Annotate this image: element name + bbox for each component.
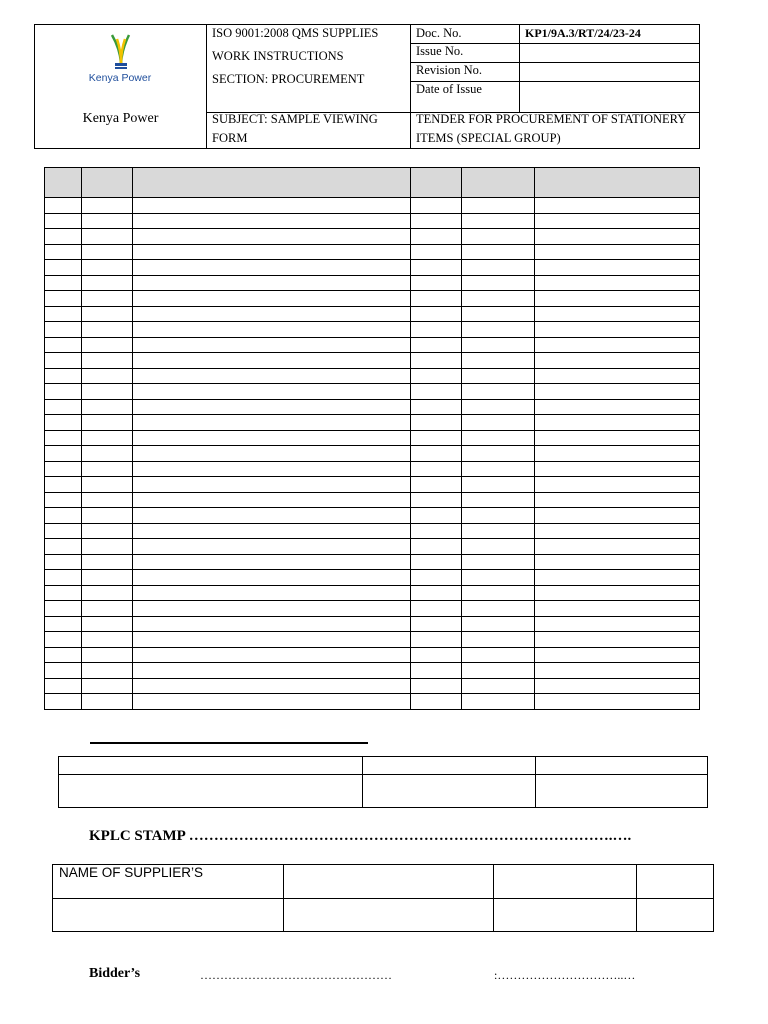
table-cell[interactable] <box>132 554 411 570</box>
table-cell[interactable] <box>132 492 411 508</box>
table-cell[interactable] <box>283 899 494 932</box>
table-cell[interactable] <box>411 477 462 493</box>
table-cell[interactable] <box>45 446 82 462</box>
table-cell[interactable] <box>132 275 411 291</box>
stamp-label: KPLC STAMP <box>89 828 185 844</box>
table-cell[interactable] <box>536 757 708 775</box>
table-cell[interactable] <box>132 306 411 322</box>
table-cell[interactable] <box>132 213 411 229</box>
table-cell[interactable] <box>81 384 132 400</box>
table-cell[interactable] <box>535 322 700 338</box>
table-cell[interactable] <box>462 508 535 524</box>
supplier-header-row <box>53 865 714 899</box>
table-cell[interactable] <box>494 899 637 932</box>
table-cell[interactable] <box>535 337 700 353</box>
table-cell[interactable] <box>81 229 132 245</box>
kplc-stamp <box>89 828 631 845</box>
table-cell[interactable] <box>81 601 132 617</box>
table-row <box>45 461 700 477</box>
table-cell[interactable] <box>462 461 535 477</box>
table-cell[interactable] <box>462 415 535 431</box>
table-cell[interactable] <box>81 260 132 276</box>
date-of-issue-label: Date of Issue <box>416 82 482 96</box>
table-row <box>45 198 700 214</box>
table-cell[interactable] <box>45 601 82 617</box>
table-cell[interactable] <box>535 570 700 586</box>
table-cell[interactable] <box>132 477 411 493</box>
table-cell[interactable] <box>535 523 700 539</box>
stamp-dots: ………………………………………………………………………….…. <box>188 828 632 844</box>
table-cell[interactable] <box>535 446 700 462</box>
table-cell[interactable] <box>132 694 411 710</box>
table-cell[interactable] <box>462 694 535 710</box>
table-row <box>45 260 700 276</box>
table-cell[interactable] <box>462 570 535 586</box>
table-cell[interactable] <box>535 477 700 493</box>
table-cell[interactable] <box>411 368 462 384</box>
table-cell[interactable] <box>411 337 462 353</box>
table-cell[interactable] <box>81 213 132 229</box>
table-cell[interactable] <box>411 508 462 524</box>
table-cell[interactable] <box>411 384 462 400</box>
table-row <box>45 647 700 663</box>
table-cell[interactable] <box>132 570 411 586</box>
supplier-name-header: NAME OF SUPPLIER’S <box>53 865 284 899</box>
table-cell[interactable] <box>45 477 82 493</box>
table-cell[interactable] <box>81 306 132 322</box>
table-cell[interactable] <box>462 306 535 322</box>
table-cell[interactable] <box>45 415 82 431</box>
table-cell[interactable] <box>45 384 82 400</box>
table-cell[interactable] <box>132 446 411 462</box>
table-cell[interactable] <box>462 260 535 276</box>
table-cell[interactable] <box>81 461 132 477</box>
table-cell[interactable] <box>45 632 82 648</box>
bidder-dots-2[interactable]: :…………………………..… <box>494 968 636 982</box>
table-cell[interactable] <box>411 492 462 508</box>
table-cell[interactable] <box>411 446 462 462</box>
table-cell[interactable] <box>45 244 82 260</box>
table-row <box>45 601 700 617</box>
table-header-cell <box>81 168 132 198</box>
table-cell[interactable] <box>411 554 462 570</box>
table-cell[interactable] <box>45 678 82 694</box>
table-cell[interactable] <box>132 415 411 431</box>
table-cell[interactable] <box>81 291 132 307</box>
table-cell[interactable] <box>81 523 132 539</box>
table-row <box>45 430 700 446</box>
table-cell[interactable] <box>81 399 132 415</box>
table-row <box>45 694 700 710</box>
table-cell[interactable] <box>81 508 132 524</box>
table-cell[interactable] <box>45 353 82 369</box>
table-cell[interactable] <box>535 415 700 431</box>
table-cell[interactable] <box>81 446 132 462</box>
bidder-dots-1[interactable]: ………………………………………… <box>200 968 392 982</box>
table-cell[interactable] <box>132 399 411 415</box>
table-cell[interactable] <box>45 322 82 338</box>
table-cell[interactable] <box>462 616 535 632</box>
table-row <box>45 632 700 648</box>
table-row <box>45 678 700 694</box>
table-cell[interactable] <box>535 244 700 260</box>
table-cell[interactable] <box>45 306 82 322</box>
table-cell[interactable] <box>462 632 535 648</box>
table-cell[interactable] <box>45 585 82 601</box>
table-cell[interactable] <box>411 585 462 601</box>
table-row <box>45 275 700 291</box>
table-cell[interactable] <box>132 585 411 601</box>
table-cell[interactable] <box>411 322 462 338</box>
table-cell[interactable] <box>462 275 535 291</box>
table-cell[interactable] <box>411 353 462 369</box>
supplier-table <box>52 864 714 932</box>
table-cell[interactable] <box>462 322 535 338</box>
table-cell[interactable] <box>45 229 82 245</box>
table-header-cell <box>411 168 462 198</box>
header-line-1: ISO 9001:2008 QMS SUPPLIES <box>212 26 379 40</box>
table-row <box>45 213 700 229</box>
table-cell[interactable] <box>411 694 462 710</box>
table-cell[interactable] <box>637 865 714 899</box>
table-cell[interactable] <box>45 213 82 229</box>
table-cell[interactable] <box>637 899 714 932</box>
table-cell[interactable] <box>132 430 411 446</box>
table-row <box>45 229 700 245</box>
table-header-cell <box>535 168 700 198</box>
table-cell[interactable] <box>411 570 462 586</box>
table-cell[interactable] <box>81 337 132 353</box>
revision-no-label: Revision No. <box>416 63 482 77</box>
table-cell[interactable] <box>411 260 462 276</box>
table-cell[interactable] <box>535 430 700 446</box>
table-cell[interactable] <box>45 337 82 353</box>
table-cell[interactable] <box>411 229 462 245</box>
table-cell[interactable] <box>535 229 700 245</box>
sample-items-table <box>44 167 700 710</box>
table-cell[interactable] <box>535 275 700 291</box>
table-cell[interactable] <box>81 694 132 710</box>
table-cell[interactable] <box>462 492 535 508</box>
table-cell[interactable] <box>132 337 411 353</box>
table-cell[interactable] <box>411 663 462 679</box>
table-cell[interactable] <box>81 368 132 384</box>
table-cell[interactable] <box>535 368 700 384</box>
table-row <box>45 306 700 322</box>
table-cell[interactable] <box>45 260 82 276</box>
table-cell[interactable] <box>411 430 462 446</box>
committee-header-row <box>59 757 708 775</box>
table-cell[interactable] <box>45 523 82 539</box>
table-cell[interactable] <box>45 554 82 570</box>
table-cell[interactable] <box>411 616 462 632</box>
table-row <box>45 477 700 493</box>
table-cell[interactable] <box>132 508 411 524</box>
table-cell[interactable] <box>132 198 411 214</box>
table-cell[interactable] <box>59 775 363 808</box>
table-cell[interactable] <box>132 539 411 555</box>
table-row <box>45 399 700 415</box>
table-cell[interactable] <box>81 492 132 508</box>
signature-line <box>90 742 368 744</box>
table-cell[interactable] <box>411 632 462 648</box>
table-cell[interactable] <box>45 616 82 632</box>
document-header <box>34 24 700 149</box>
table-cell[interactable] <box>411 647 462 663</box>
table-cell[interactable] <box>535 585 700 601</box>
table-cell[interactable] <box>45 368 82 384</box>
table-row <box>45 415 700 431</box>
table-header-cell <box>45 168 82 198</box>
table-row <box>45 570 700 586</box>
table-cell[interactable] <box>535 260 700 276</box>
table-cell[interactable] <box>362 757 536 775</box>
table-cell[interactable] <box>535 291 700 307</box>
table-cell[interactable] <box>462 384 535 400</box>
table-cell[interactable] <box>81 353 132 369</box>
table-cell[interactable] <box>536 775 708 808</box>
table-row <box>45 244 700 260</box>
table-cell[interactable] <box>81 632 132 648</box>
table-cell[interactable] <box>45 570 82 586</box>
table-cell[interactable] <box>462 601 535 617</box>
table-cell[interactable] <box>132 229 411 245</box>
table-cell[interactable] <box>132 678 411 694</box>
table-row <box>45 291 700 307</box>
kenya-power-logo <box>75 29 165 89</box>
table-cell[interactable] <box>132 523 411 539</box>
table-row <box>45 585 700 601</box>
doc-no-label: Doc. No. <box>416 26 462 40</box>
table-cell[interactable] <box>132 260 411 276</box>
doc-no-value: KP1/9A.3/RT/24/23-24 <box>525 26 641 40</box>
table-cell[interactable] <box>494 865 637 899</box>
table-cell[interactable] <box>411 198 462 214</box>
table-cell[interactable] <box>81 415 132 431</box>
table-cell[interactable] <box>53 899 284 932</box>
logo-text: Kenya Power <box>88 72 152 84</box>
table-cell[interactable] <box>411 213 462 229</box>
table-cell[interactable] <box>462 430 535 446</box>
supplier-row <box>53 899 714 932</box>
table-cell[interactable] <box>411 523 462 539</box>
table-row <box>45 353 700 369</box>
company-name: Kenya Power <box>82 111 159 126</box>
table-cell[interactable] <box>411 399 462 415</box>
table-cell[interactable] <box>462 663 535 679</box>
table-cell[interactable] <box>535 508 700 524</box>
table-cell[interactable] <box>535 213 700 229</box>
table-cell[interactable] <box>132 368 411 384</box>
tender-title: TENDER FOR PROCUREMENT OF STATIONERY ITEMS (SPECIAL GROUP) <box>416 112 686 145</box>
table-cell[interactable] <box>45 647 82 663</box>
table-cell[interactable] <box>462 291 535 307</box>
table-cell[interactable] <box>81 585 132 601</box>
table-cell[interactable] <box>45 694 82 710</box>
table-cell[interactable] <box>462 368 535 384</box>
table-row <box>45 523 700 539</box>
table-cell[interactable] <box>535 616 700 632</box>
table-cell[interactable] <box>81 477 132 493</box>
table-cell[interactable] <box>132 616 411 632</box>
table-cell[interactable] <box>132 461 411 477</box>
table-cell[interactable] <box>132 353 411 369</box>
table-cell[interactable] <box>81 244 132 260</box>
table-cell[interactable] <box>411 291 462 307</box>
table-row <box>45 663 700 679</box>
table-cell[interactable] <box>132 384 411 400</box>
table-cell[interactable] <box>45 198 82 214</box>
table-row <box>45 554 700 570</box>
table-cell[interactable] <box>132 647 411 663</box>
table-cell[interactable] <box>535 554 700 570</box>
table-cell[interactable] <box>411 244 462 260</box>
table-header-cell <box>132 168 411 198</box>
table-cell[interactable] <box>81 198 132 214</box>
table-cell[interactable] <box>81 647 132 663</box>
table-cell[interactable] <box>81 275 132 291</box>
table-cell[interactable] <box>411 275 462 291</box>
table-cell[interactable] <box>81 430 132 446</box>
table-cell[interactable] <box>535 399 700 415</box>
table-row <box>45 368 700 384</box>
table-cell[interactable] <box>535 647 700 663</box>
table-cell[interactable] <box>462 244 535 260</box>
table-cell[interactable] <box>462 539 535 555</box>
header-line-3: SECTION: PROCUREMENT <box>212 72 365 86</box>
committee-row <box>59 775 708 808</box>
table-cell[interactable] <box>462 353 535 369</box>
table-cell[interactable] <box>45 399 82 415</box>
table-cell[interactable] <box>535 492 700 508</box>
table-cell[interactable] <box>81 678 132 694</box>
table-row <box>45 446 700 462</box>
table-cell[interactable] <box>535 306 700 322</box>
table-row <box>45 337 700 353</box>
table-cell[interactable] <box>45 275 82 291</box>
table-cell[interactable] <box>411 306 462 322</box>
table-cell[interactable] <box>535 663 700 679</box>
table-cell[interactable] <box>462 647 535 663</box>
table-cell[interactable] <box>535 678 700 694</box>
table-cell[interactable] <box>132 291 411 307</box>
table-cell[interactable] <box>132 601 411 617</box>
table-cell[interactable] <box>132 632 411 648</box>
table-cell[interactable] <box>462 198 535 214</box>
table-cell[interactable] <box>132 244 411 260</box>
table-cell[interactable] <box>535 353 700 369</box>
table-cell[interactable] <box>45 492 82 508</box>
table-cell[interactable] <box>45 291 82 307</box>
table-row <box>45 539 700 555</box>
table-cell[interactable] <box>535 601 700 617</box>
table-cell[interactable] <box>462 523 535 539</box>
table-cell[interactable] <box>362 775 536 808</box>
table-cell[interactable] <box>535 694 700 710</box>
table-cell[interactable] <box>132 322 411 338</box>
table-cell[interactable] <box>462 554 535 570</box>
table-cell[interactable] <box>283 865 494 899</box>
table-cell[interactable] <box>462 213 535 229</box>
table-cell[interactable] <box>81 322 132 338</box>
table-cell[interactable] <box>535 384 700 400</box>
table-cell[interactable] <box>59 757 363 775</box>
table-row <box>45 508 700 524</box>
bidder-label: Bidder’s <box>89 966 141 981</box>
table-cell[interactable] <box>462 337 535 353</box>
header-line-2: WORK INSTRUCTIONS <box>212 49 344 63</box>
table-cell[interactable] <box>411 539 462 555</box>
issue-no-label: Issue No. <box>416 44 464 58</box>
table-cell[interactable] <box>462 585 535 601</box>
table-cell[interactable] <box>411 678 462 694</box>
table-cell[interactable] <box>45 430 82 446</box>
table-cell[interactable] <box>411 461 462 477</box>
table-cell[interactable] <box>462 446 535 462</box>
table-cell[interactable] <box>45 539 82 555</box>
table-cell[interactable] <box>45 461 82 477</box>
table-header-row <box>45 168 700 198</box>
table-row <box>45 384 700 400</box>
table-header-cell <box>462 168 535 198</box>
table-row <box>45 322 700 338</box>
table-cell[interactable] <box>411 601 462 617</box>
table-cell[interactable] <box>411 415 462 431</box>
subject: SUBJECT: SAMPLE VIEWING FORM <box>212 112 378 145</box>
table-cell[interactable] <box>462 399 535 415</box>
table-cell[interactable] <box>81 616 132 632</box>
table-cell[interactable] <box>81 663 132 679</box>
table-cell[interactable] <box>462 477 535 493</box>
table-cell[interactable] <box>81 570 132 586</box>
table-cell[interactable] <box>535 539 700 555</box>
table-cell[interactable] <box>462 678 535 694</box>
table-cell[interactable] <box>81 539 132 555</box>
table-cell[interactable] <box>45 663 82 679</box>
table-cell[interactable] <box>535 461 700 477</box>
table-cell[interactable] <box>132 663 411 679</box>
table-row <box>45 616 700 632</box>
table-cell[interactable] <box>535 198 700 214</box>
committee-table <box>58 756 708 808</box>
table-cell[interactable] <box>81 554 132 570</box>
table-cell[interactable] <box>462 229 535 245</box>
table-row <box>45 492 700 508</box>
table-cell[interactable] <box>45 508 82 524</box>
table-cell[interactable] <box>535 632 700 648</box>
